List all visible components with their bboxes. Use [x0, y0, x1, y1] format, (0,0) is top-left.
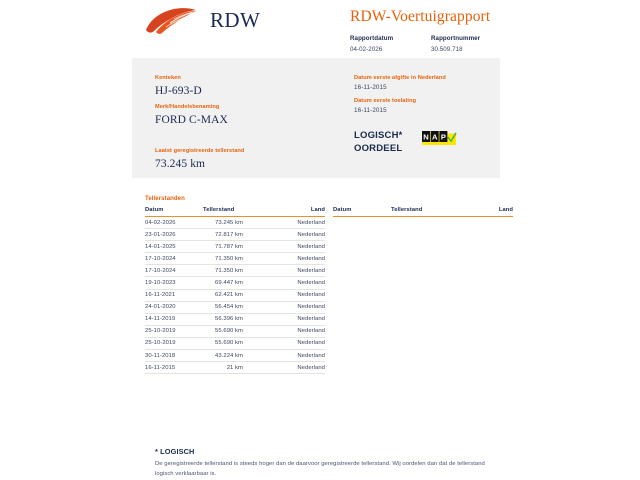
- svg-text:A: A: [431, 132, 438, 142]
- odometer-table-right: [333, 207, 513, 374]
- table-row: [145, 337, 325, 349]
- table-body: [333, 217, 513, 374]
- table-row: [145, 301, 325, 313]
- cell-datum: 17-10-2024: [145, 265, 203, 277]
- rdw-swoosh-logo-icon: [144, 6, 200, 36]
- cell-datum: 19-10-2023: [145, 277, 203, 289]
- field-value: 16-11-2015: [354, 106, 387, 114]
- cell-land: Nederland: [265, 241, 325, 253]
- meta-rapportdatum: [350, 35, 408, 54]
- meta-label: Rapportnummer: [431, 35, 481, 43]
- meta-rapportnummer: [431, 35, 489, 54]
- meta-value: 04-02-2026: [350, 45, 383, 53]
- cell-datum: 23-01-2026: [145, 229, 203, 241]
- cell-land: Nederland: [265, 325, 325, 337]
- verdict-line-1: LOGISCH*: [354, 130, 403, 141]
- cell-datum: 17-10-2024: [145, 253, 203, 265]
- brand-name: RDW: [210, 7, 261, 32]
- field-label: Kenteken: [155, 75, 181, 81]
- table-row: [145, 241, 325, 253]
- table-row: [145, 350, 325, 362]
- verdict-row: [354, 130, 504, 156]
- cell-tellerstand: 62.421 km: [203, 289, 265, 301]
- field-label: Datum eerste toelating: [354, 98, 417, 105]
- meta-value: 30.509.718: [431, 45, 463, 53]
- cell-tellerstand: 56.396 km: [203, 313, 265, 325]
- section-title: Tellerstanden: [145, 196, 185, 202]
- cell-datum: 25-10-2019: [145, 325, 203, 337]
- cell-land: Nederland: [265, 313, 325, 325]
- page-header: [0, 0, 640, 56]
- table-row: [145, 253, 325, 265]
- odometer-section: [145, 196, 513, 374]
- cell-tellerstand: 55.690 km: [203, 337, 265, 349]
- svg-text:P: P: [440, 132, 446, 142]
- cell-datum: 14-01-2025: [145, 241, 203, 253]
- cell-tellerstand: 71.350 km: [203, 265, 265, 277]
- table-header-row: [333, 207, 513, 217]
- table-row: [145, 313, 325, 325]
- cell-land: Nederland: [265, 350, 325, 362]
- table-head: [333, 207, 513, 217]
- table-body: [145, 217, 325, 374]
- brand: [144, 6, 260, 36]
- field-value: FORD C-MAX: [155, 114, 228, 127]
- column-header-land: Land: [453, 207, 513, 217]
- cell-land: Nederland: [265, 265, 325, 277]
- cell-tellerstand: 69.447 km: [203, 277, 265, 289]
- footnote-body: De geregistreerde tellerstand is steeds hoger dan de daarvoor geregistreerde tellerstand. Wij oordelen dan dat de tellerstand logisch verklaarbaar is.: [155, 461, 485, 477]
- cell-land: Nederland: [265, 229, 325, 241]
- field-merk: [155, 104, 335, 127]
- cell-tellerstand: 55.690 km: [203, 325, 265, 337]
- odometer-table-left: [145, 207, 325, 374]
- cell-land: Nederland: [265, 289, 325, 301]
- field-eerste-afgifte: [354, 75, 494, 92]
- column-header-land: Land: [265, 207, 325, 217]
- column-header-datum: Datum: [145, 207, 203, 217]
- spacer: [155, 134, 335, 148]
- field-label: Laatst geregistreerde tellerstand: [155, 147, 245, 154]
- table-row: [145, 265, 325, 277]
- cell-datum: 04-02-2026: [145, 217, 203, 229]
- field-value: 16-11-2015: [354, 83, 387, 91]
- cell-datum: 14-11-2019: [145, 313, 203, 325]
- cell-datum: 16-11-2015: [145, 362, 203, 374]
- cell-land: Nederland: [265, 217, 325, 229]
- table-row: [145, 362, 325, 374]
- column-header-tellerstand: Tellerstand: [203, 207, 265, 217]
- svg-text:N: N: [422, 132, 429, 142]
- page-title: RDW-Voertuigrapport: [350, 8, 491, 25]
- cell-tellerstand: 71.350 km: [203, 253, 265, 265]
- field-eerste-toelating: [354, 98, 494, 115]
- vehicle-info-left: [155, 75, 335, 177]
- column-header-datum: Datum: [333, 207, 391, 217]
- report-header-block: [350, 8, 600, 54]
- field-value: HJ-693-D: [155, 84, 202, 97]
- table-row: [145, 325, 325, 337]
- cell-datum: 24-01-2020: [145, 301, 203, 313]
- table-header-row: [145, 207, 325, 217]
- cell-land: Nederland: [265, 253, 325, 265]
- cell-tellerstand: 43.224 km: [203, 350, 265, 362]
- cell-land: Nederland: [265, 362, 325, 374]
- field-laatste-tellerstand: [155, 148, 335, 171]
- verdict-line-2: OORDEEL: [354, 142, 403, 154]
- field-value: 73.245 km: [155, 157, 206, 170]
- nap-approved-badge-icon: [421, 130, 457, 147]
- table-head: [145, 207, 325, 217]
- footnote: [155, 447, 485, 479]
- cell-land: Nederland: [265, 277, 325, 289]
- cell-land: Nederland: [265, 301, 325, 313]
- cell-datum: 16-11-2021: [145, 289, 203, 301]
- table-row: [145, 229, 325, 241]
- report-meta: [350, 35, 600, 54]
- meta-label: Rapportdatum: [350, 35, 394, 43]
- field-label: Merk/Handelsbenaming: [155, 104, 220, 111]
- cell-tellerstand: 72.817 km: [203, 229, 265, 241]
- cell-tellerstand: 71.787 km: [203, 241, 265, 253]
- verdict-label: [354, 130, 403, 156]
- cell-tellerstand: 73.245 km: [203, 217, 265, 229]
- cell-tellerstand: 56.454 km: [203, 301, 265, 313]
- table-row: [145, 289, 325, 301]
- cell-datum: 30-11-2018: [145, 350, 203, 362]
- column-header-tellerstand: Tellerstand: [391, 207, 453, 217]
- field-kenteken: [155, 75, 335, 98]
- cell-tellerstand: 21 km: [203, 362, 265, 374]
- odometer-tables: [145, 207, 513, 374]
- vehicle-info-panel: [132, 58, 500, 178]
- field-label: Datum eerste afgifte in Nederland: [354, 75, 446, 81]
- vehicle-info-right: [354, 75, 494, 121]
- table-row: [145, 217, 325, 229]
- cell-datum: 25-10-2019: [145, 337, 203, 349]
- cell-land: Nederland: [265, 337, 325, 349]
- table-row: [145, 277, 325, 289]
- footnote-title: * LOGISCH: [155, 447, 195, 456]
